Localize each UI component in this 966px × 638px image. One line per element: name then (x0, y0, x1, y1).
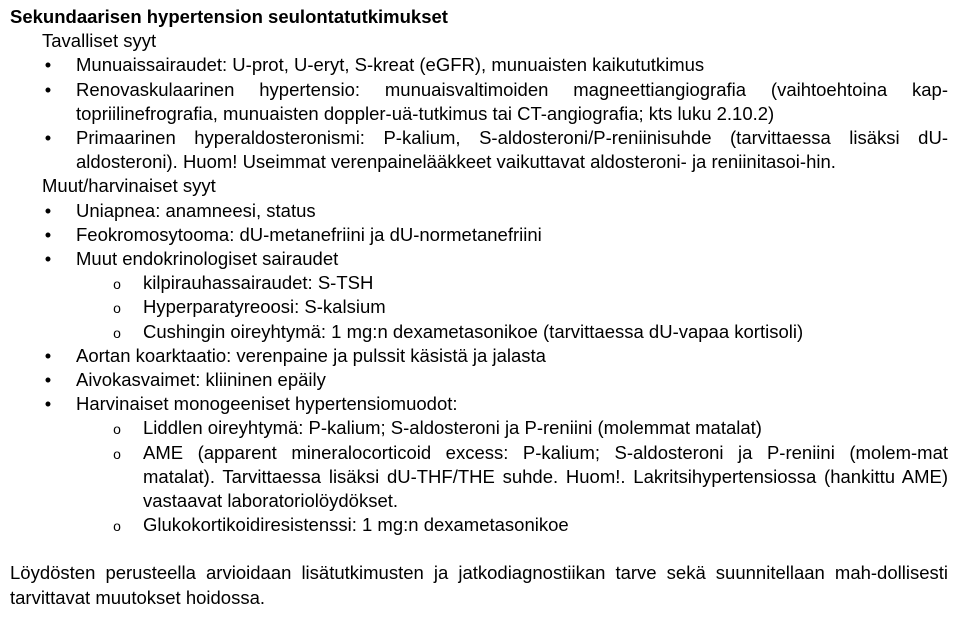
sublist-item-text: AME (apparent mineralocorticoid excess: P-kalium; S-aldosteroni ja P-reniini (molem-mat matalat). Tarvittaessa lisäksi dU-THF/THE suhde. Huom!. Lakritsihypertensiossa (hankittu AME) vastaavat laboratoriolöydökset. (143, 441, 948, 512)
document-title: Sekundaarisen hypertension seulontatutkimukset (10, 6, 448, 27)
sublist-item (10, 441, 948, 514)
sublist-item-text: Hyperparatyreoosi: S-kalsium (143, 296, 386, 318)
bullet-icon: • (44, 369, 52, 391)
sublist-item (10, 320, 948, 344)
list-item-text: Feokromosytooma: dU-metanefriini ja dU-normetanefriini (76, 223, 542, 245)
sublist-item-text: kilpirauhassairaudet: S-TSH (143, 272, 374, 294)
list-item (10, 392, 948, 416)
common-causes-list (10, 53, 948, 174)
circle-bullet-icon: o (113, 276, 121, 293)
rare-causes-list-continued (10, 344, 948, 417)
sublist-item (10, 271, 948, 295)
sublist-item (10, 513, 948, 537)
list-item (10, 223, 948, 247)
circle-bullet-icon: o (113, 324, 121, 341)
list-item-text: Munuaissairaudet: U-prot, U-eryt, S-kreat (eGFR), munuaisten kaikututkimus (76, 54, 705, 76)
rare-causes-list (10, 199, 948, 272)
circle-bullet-icon: o (113, 421, 121, 438)
sublist-item-text: Glukokortikoidiresistenssi: 1 mg:n dexametasonikoe (143, 514, 569, 536)
sublist-item-text: Cushingin oireyhtymä: 1 mg:n dexametasonikoe (tarvittaessa dU-vapaa kortisoli) (143, 320, 804, 342)
bullet-icon: • (44, 223, 52, 245)
list-item (10, 247, 948, 271)
bullet-icon: • (44, 199, 52, 221)
circle-bullet-icon: o (113, 300, 121, 317)
common-causes-heading: Tavalliset syyt (42, 30, 157, 52)
list-item-text: Aortan koarktaatio: verenpaine ja pulssit käsistä ja jalasta (76, 344, 546, 366)
list-item (10, 126, 948, 174)
bullet-icon: • (44, 248, 52, 270)
list-item-text: Renovaskulaarinen hypertensio: munuaisvaltimoiden magneettiangiografia (vaihtoehtoina kap-topriilinefrografia, munuaisten doppler-uä-tutkimus tai CT-angiografia; kts luku 2.10.2) (76, 78, 948, 124)
bullet-icon: • (44, 127, 52, 149)
bullet-icon: • (44, 393, 52, 415)
monogenic-sublist (10, 416, 948, 537)
list-item-text: Aivokasvaimet: kliininen epäily (76, 369, 326, 391)
list-item-text: Primaarinen hyperaldosteronismi: P-kalium, S-aldosteroni/P-reniinisuhde (tarvittaessa lisäksi dU-aldosteroni). Huom! Useimmat verenpainelääkkeet vaikuttavat aldosteroni- ja reniinitasoi-hin. (76, 127, 948, 173)
circle-bullet-icon: o (113, 518, 121, 535)
endocrine-sublist (10, 271, 948, 344)
list-item-text: Muut endokrinologiset sairaudet (76, 248, 339, 270)
sublist-item (10, 295, 948, 319)
sublist-item (10, 416, 948, 440)
list-item (10, 344, 948, 368)
list-item (10, 199, 948, 223)
circle-bullet-icon: o (113, 445, 121, 462)
list-item-text: Uniapnea: anamneesi, status (76, 199, 316, 221)
sublist-item-text: Liddlen oireyhtymä: P-kalium; S-aldosteroni ja P-reniini (molemmat matalat) (143, 417, 762, 439)
list-item (10, 368, 948, 392)
list-item (10, 78, 948, 126)
bullet-icon: • (44, 54, 52, 76)
list-item-text: Harvinaiset monogeeniset hypertensiomuodot: (76, 393, 458, 415)
closing-paragraph: Löydösten perusteella arvioidaan lisätutkimusten ja jatkodiagnostiikan tarve sekä suunnitellaan mah-dollisesti tarvittavat muutokset hoidossa. (10, 562, 948, 608)
rare-causes-heading: Muut/harvinaiset syyt (42, 175, 216, 197)
list-item (10, 53, 948, 77)
bullet-icon: • (44, 344, 52, 366)
bullet-icon: • (44, 78, 52, 100)
